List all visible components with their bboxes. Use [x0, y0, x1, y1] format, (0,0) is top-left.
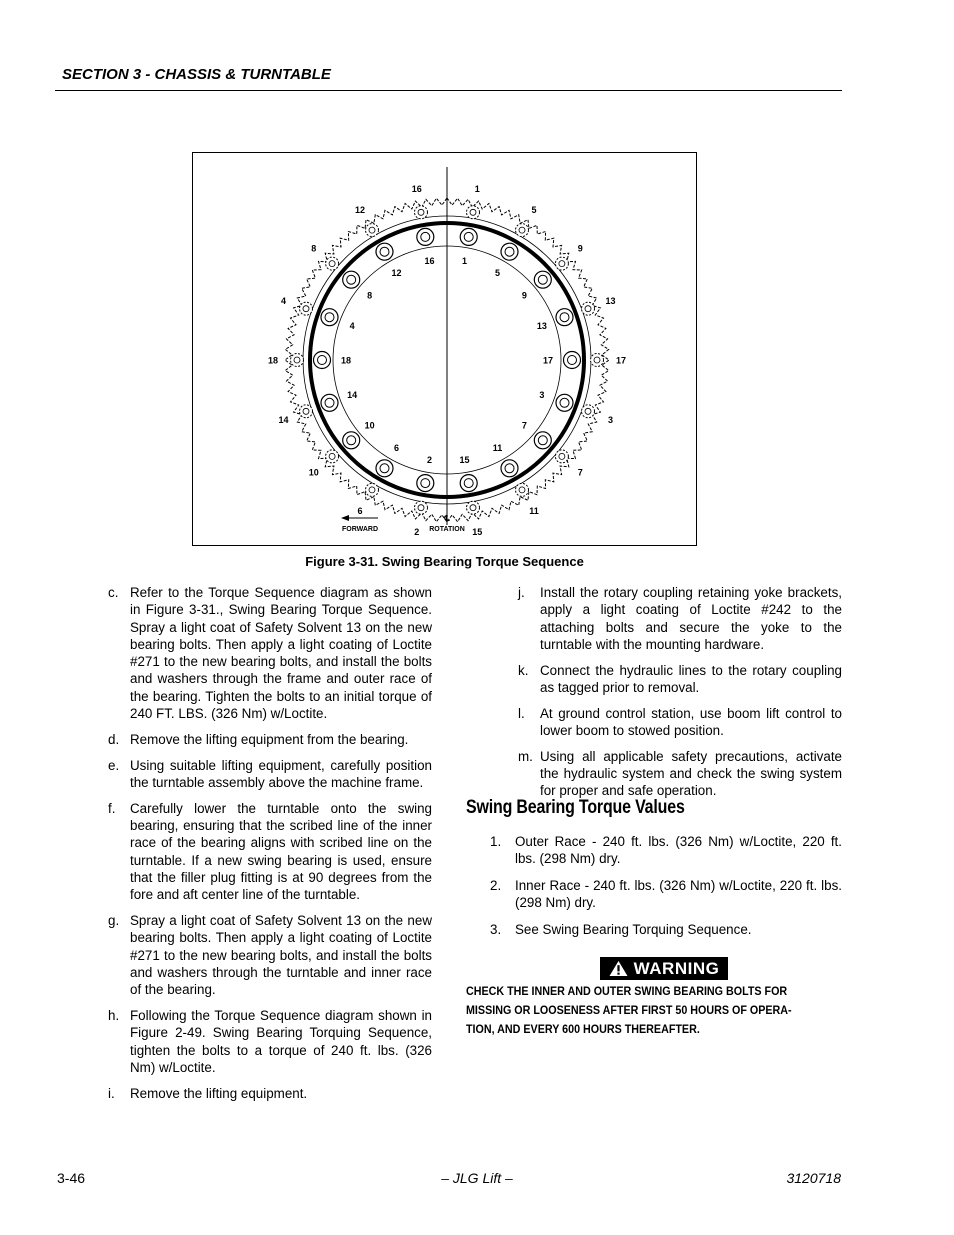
outer-bolt-number: 17 — [615, 355, 627, 366]
inner-bolt-number: 5 — [494, 268, 501, 278]
step-marker: f. — [108, 800, 116, 816]
figure-caption: Figure 3-31. Swing Bearing Torque Sequence — [305, 554, 584, 569]
forward-arrow-head — [341, 515, 349, 521]
step-text: Remove the lifting equipment. — [130, 1085, 308, 1101]
step-item — [518, 705, 842, 740]
inner-bolt-number: 9 — [521, 290, 527, 301]
inner-bolt-number: 3 — [539, 390, 545, 400]
torque-values-heading: Swing Bearing Torque Values — [466, 797, 685, 818]
inner-bolt-number: 7 — [521, 420, 527, 431]
outer-bolt — [300, 302, 313, 315]
step-text: Remove the lifting equipment from the bearing. — [130, 731, 409, 747]
inner-bolt-number: 10 — [364, 420, 375, 431]
list-marker: 2. — [490, 878, 502, 894]
step-text: Install the rotary coupling retaining yoke brackets, apply a light coating of Loctite #242 to the attaching bolts and secure the yoke to the turntable with the mounting hardware. — [540, 585, 842, 652]
step-item — [108, 584, 432, 722]
warning-line: MISSING OR LOOSENESS AFTER FIRST 50 HOURS OF OPERA- — [466, 1003, 792, 1017]
inner-bolt-number: 8 — [367, 290, 373, 301]
inner-bolt-number: 6 — [393, 443, 400, 453]
figure-swing-bearing — [192, 152, 697, 546]
rotation-label: ROTATION — [429, 526, 465, 533]
outer-bolt — [300, 405, 313, 418]
outer-bolt — [467, 206, 480, 219]
step-text: At ground control station, use boom lift control to lower boom to stowed position. — [540, 705, 842, 739]
outer-bolt — [582, 302, 595, 315]
step-marker: j. — [518, 585, 525, 600]
step-text: Carefully lower the turntable onto the swing bearing, ensuring that the scribed line of the inner race of the bearing aligns with scribed line on the turntable. If a new swing bearing is used, ensure that the filler plug fitting is at 90 degrees from the fore and aft center line of the turntable. — [130, 800, 432, 903]
outer-bolt — [555, 450, 568, 463]
step-text: Following the Torque Sequence diagram shown in Figure 2-49. Swing Bearing Torquing Sequence, tighten the bolts to a torque of 240 ft. lbs. (326 Nm) w/Loctite. — [130, 1008, 432, 1075]
outer-bolt-number: 18 — [267, 355, 279, 366]
step-marker: i. — [108, 1085, 115, 1101]
step-text: Refer to the Torque Sequence diagram as shown in Figure 3-31., Swing Bearing Torque Sequence. Spray a light coat of Safety Solvent 13 on the new bearing bolts. Then apply a light coating of Loctite #271 to the new bearing bolts, and install the bolts and washers through the frame and outer race of the bearing. Tighten the bolts to an initial torque of 240 FT. LBS. (326 Nm) w/Loctite. — [130, 585, 432, 722]
outer-bolt — [467, 501, 480, 514]
list-text: See Swing Bearing Torquing Sequence. — [515, 922, 752, 938]
inner-bolt-number: 2 — [426, 455, 433, 465]
outer-bolt — [516, 483, 529, 496]
list-text: Outer Race - 240 ft. lbs. (326 Nm) w/Loctite, 220 ft. lbs. (298 Nm) dry. — [515, 834, 842, 867]
inner-bolt — [343, 432, 360, 449]
outer-bolt-number: 11 — [529, 506, 539, 517]
outer-bolt-number: 13 — [605, 296, 616, 306]
warning-badge — [600, 957, 728, 980]
step-marker: k. — [518, 662, 529, 678]
inner-bolt — [321, 394, 338, 411]
step-text: Using suitable lifting equipment, carefully position the turntable assembly above the machine frame. — [130, 757, 432, 790]
outer-bolt — [582, 405, 595, 418]
outer-bolt-number: 14 — [278, 415, 289, 425]
inner-bolt — [564, 352, 581, 369]
left-steps — [108, 584, 432, 1111]
inner-bolt-number: 17 — [542, 355, 554, 366]
warning-line: CHECK THE INNER AND OUTER SWING BEARING BOLTS FOR — [466, 984, 788, 998]
inner-bolt — [501, 243, 518, 260]
warning-text — [466, 982, 846, 1039]
outer-bolt — [326, 450, 339, 463]
inner-bolt-number: 12 — [391, 268, 402, 278]
step-text: Connect the hydraulic lines to the rotary coupling as tagged prior to removal. — [540, 662, 842, 695]
inner-bolt-number: 11 — [492, 443, 503, 453]
inner-bolt-number: 16 — [424, 256, 435, 266]
inner-bolt-number: 4 — [349, 321, 355, 331]
outer-bolt — [415, 501, 428, 514]
step-item — [108, 800, 432, 904]
outer-bolt-number: 1 — [474, 184, 480, 195]
outer-bolt-number: 16 — [411, 184, 422, 195]
outer-bolt — [366, 224, 379, 237]
outer-bolt-number: 4 — [280, 296, 287, 306]
footer-publisher: – JLG Lift – — [441, 1170, 513, 1186]
outer-bolt — [555, 257, 568, 270]
step-marker: l. — [518, 705, 525, 721]
step-marker: h. — [108, 1008, 120, 1024]
outer-bolt — [366, 483, 379, 496]
outer-bolt-number: 5 — [531, 204, 537, 215]
list-item — [490, 921, 842, 938]
warning-triangle-icon — [609, 960, 628, 977]
outer-bolt-number: 2 — [414, 526, 420, 537]
warning-line: TION, AND EVERY 600 HOURS THEREAFTER. — [466, 1022, 700, 1036]
inner-bolt — [417, 475, 434, 492]
outer-bolt-number: 10 — [308, 467, 319, 478]
centerline-symbol: ℄ — [444, 514, 450, 523]
step-item — [518, 662, 842, 697]
step-item — [518, 748, 842, 800]
step-item — [108, 757, 432, 792]
inner-bolt-number: 15 — [459, 455, 470, 465]
step-item — [108, 1085, 432, 1102]
outer-bolt — [516, 224, 529, 237]
outer-bolt-number: 3 — [607, 415, 614, 425]
step-text: Spray a light coat of Safety Solvent 13 on the new bearing bolts. Then apply a light coating of Loctite #271 to the new bearing bolts, and install the bolts and washers through the turntable and inner race of the bearing. — [130, 913, 432, 998]
inner-bolt — [556, 394, 573, 411]
warning-label: WARNING — [633, 958, 720, 978]
inner-bolt-number: 13 — [536, 321, 547, 331]
outer-bolt-number: 9 — [577, 243, 583, 254]
inner-bolt-number: 1 — [461, 256, 468, 266]
forward-label: FORWARD — [341, 526, 379, 533]
list-marker: 1. — [490, 834, 502, 849]
inner-bolt — [460, 228, 477, 245]
bearing-diagram — [193, 153, 698, 547]
outer-bolt-number: 6 — [357, 506, 363, 517]
outer-bolt-number: 7 — [577, 467, 583, 478]
outer-bolt-number: 12 — [354, 204, 366, 215]
outer-bolt — [591, 354, 604, 367]
inner-bolt — [314, 352, 331, 369]
inner-bolt — [321, 309, 338, 326]
outer-bolt-number: 15 — [472, 526, 483, 537]
step-marker: d. — [108, 731, 120, 747]
outer-bolt — [291, 354, 304, 367]
header-rule — [55, 90, 842, 91]
list-item — [490, 877, 842, 912]
section-header: SECTION 3 - CHASSIS & TURNTABLE — [62, 66, 331, 83]
step-item — [518, 584, 842, 653]
step-item — [108, 912, 432, 998]
step-item — [108, 731, 432, 748]
step-marker: e. — [108, 757, 120, 773]
list-text: Inner Race - 240 ft. lbs. (326 Nm) w/Loctite, 220 ft. lbs. (298 Nm) dry. — [515, 878, 842, 911]
outer-bolt — [326, 257, 339, 270]
outer-bolt — [415, 206, 428, 219]
inner-bolt-number: 14 — [347, 390, 358, 400]
torque-values-list — [490, 833, 842, 948]
inner-bolt-number: 18 — [340, 355, 352, 366]
list-marker: 3. — [490, 922, 502, 938]
outer-bolt-number: 8 — [311, 243, 317, 254]
inner-bolt — [556, 309, 573, 326]
inner-bolt — [460, 475, 477, 492]
inner-bolt — [343, 271, 360, 288]
step-item — [108, 1007, 432, 1076]
inner-bolt — [376, 460, 393, 477]
list-item — [490, 833, 842, 868]
step-text: Using all applicable safety precautions, activate the hydraulic system and check the swing system for proper and safe operation. — [540, 748, 842, 799]
inner-bolt — [501, 460, 518, 477]
doc-number: 3120718 — [786, 1170, 841, 1186]
right-steps — [518, 584, 842, 808]
inner-bolt — [534, 432, 551, 449]
step-marker: g. — [108, 913, 120, 929]
page-number: 3-46 — [57, 1170, 86, 1186]
inner-bolt — [417, 228, 434, 245]
inner-bolt — [376, 243, 393, 260]
step-marker: c. — [108, 585, 119, 600]
step-marker: m. — [518, 748, 533, 764]
inner-bolt — [534, 271, 551, 288]
